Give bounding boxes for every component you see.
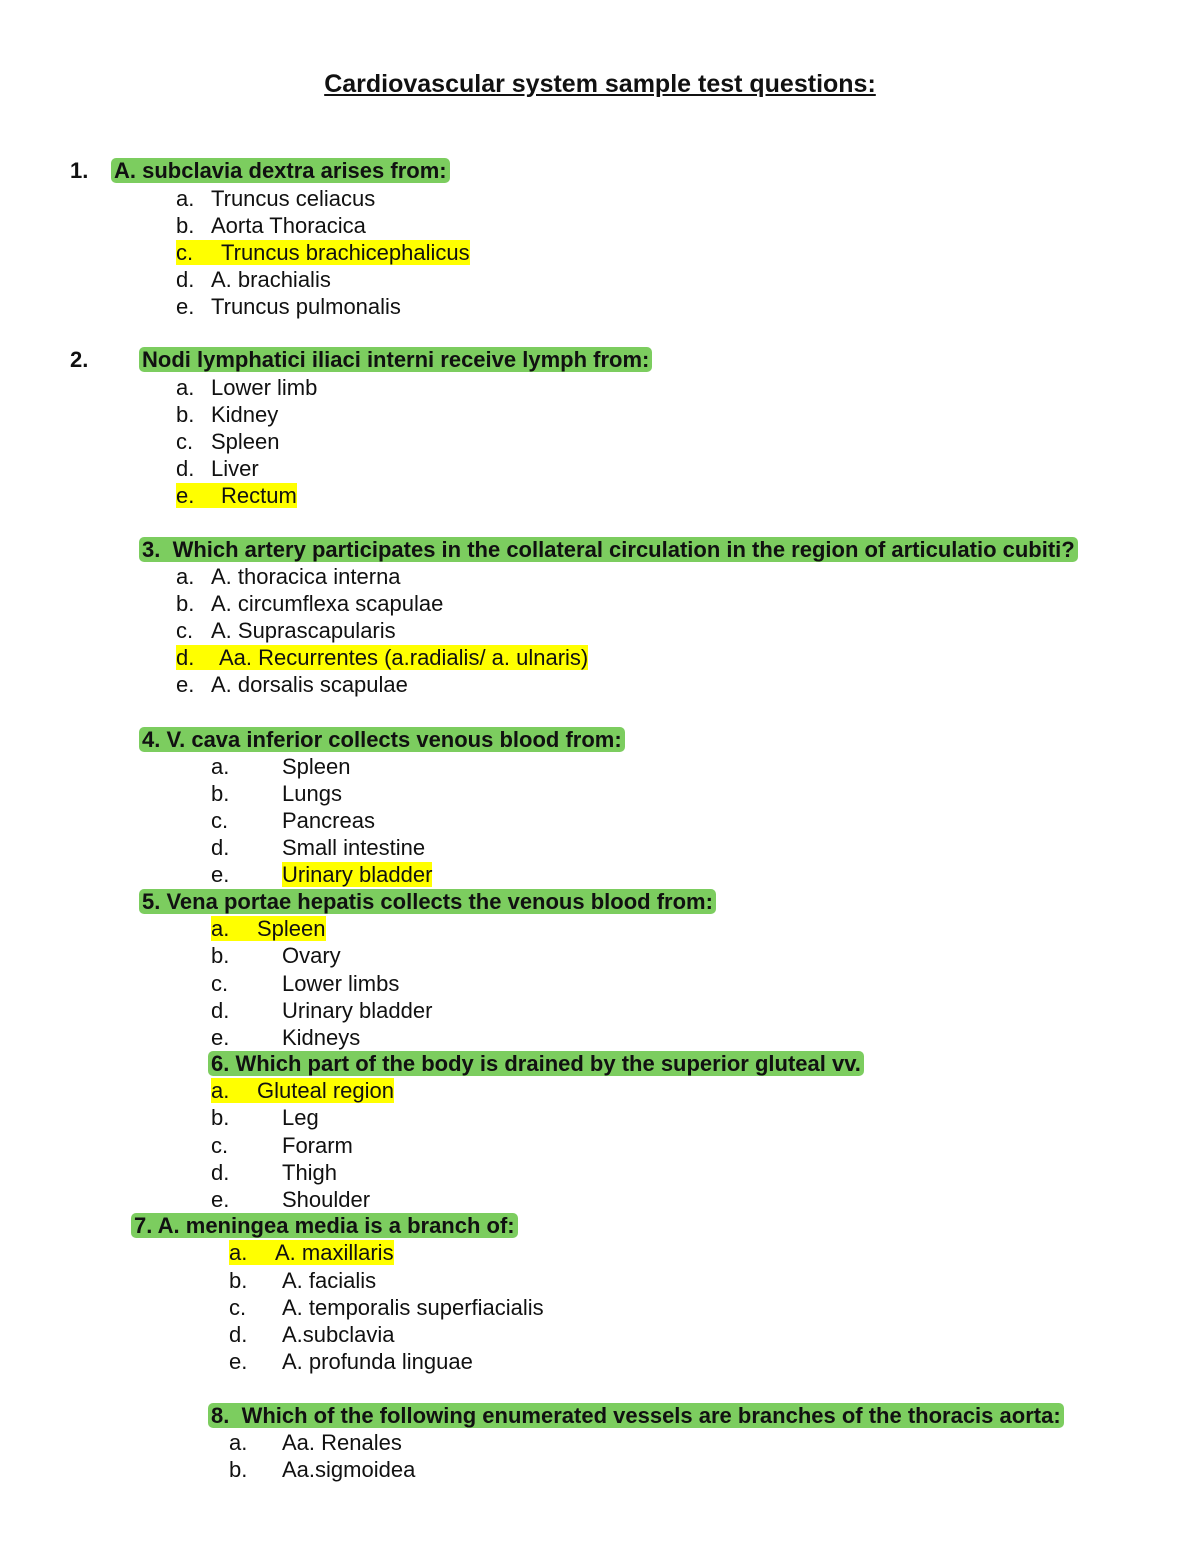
q6-option-a-answer: a. Gluteal region bbox=[211, 1078, 394, 1103]
question-1-number: 1. bbox=[70, 158, 89, 183]
q4-option-e-answer: e. Urinary bladder bbox=[211, 862, 433, 887]
question-7-text: 7. A. meningea media is a branch of: bbox=[131, 1213, 518, 1238]
q1-option-d: d. A. brachialis bbox=[176, 267, 331, 292]
q5-option-d: d. Urinary bladder bbox=[211, 998, 433, 1023]
q5-option-a-answer: a. Spleen bbox=[211, 916, 326, 941]
question-8-text: 8. Which of the following enumerated vessels are branches of the thoracis aorta: bbox=[208, 1403, 1064, 1428]
q4-option-c: c. Pancreas bbox=[211, 808, 375, 833]
q7-option-c: c. A. temporalis superfiacialis bbox=[229, 1295, 544, 1320]
q5-option-c: c. Lower limbs bbox=[211, 971, 400, 996]
q7-option-d: d. A.subclavia bbox=[229, 1322, 395, 1347]
q4-option-d: d. Small intestine bbox=[211, 835, 426, 860]
question-6-text: 6. Which part of the body is drained by the superior gluteal vv. bbox=[208, 1051, 864, 1076]
q6-option-e: e. Shoulder bbox=[211, 1187, 371, 1212]
q1-option-c-answer: c. Truncus brachicephalicus bbox=[176, 240, 470, 265]
q1-option-e: e. Truncus pulmonalis bbox=[176, 294, 401, 319]
q5-option-e: e. Kidneys bbox=[211, 1025, 361, 1050]
q3-option-a: a. A. thoracica interna bbox=[176, 564, 401, 589]
q6-option-b: b. Leg bbox=[211, 1105, 319, 1130]
q2-option-e-answer: e. Rectum bbox=[176, 483, 297, 508]
q2-option-b: b. Kidney bbox=[176, 402, 279, 427]
q1-option-a: a. Truncus celiacus bbox=[176, 186, 376, 211]
q8-option-a: a. Aa. Renales bbox=[229, 1430, 402, 1455]
q6-option-c: c. Forarm bbox=[211, 1133, 353, 1158]
page-title: Cardiovascular system sample test questions: bbox=[324, 70, 876, 98]
question-2-text: Nodi lymphatici iliaci interni receive lymph from: bbox=[139, 347, 652, 372]
q7-option-b: b. A. facialis bbox=[229, 1268, 377, 1293]
q2-option-a: a. Lower limb bbox=[176, 375, 318, 400]
q3-option-d-answer: d. Aa. Recurrentes (a.radialis/ a. ulnaris) bbox=[176, 645, 589, 670]
question-1-text: A. subclavia dextra arises from: bbox=[111, 158, 450, 183]
q6-option-d: d. Thigh bbox=[211, 1160, 338, 1185]
q4-option-a: a. Spleen bbox=[211, 754, 351, 779]
question-2-number: 2. bbox=[70, 347, 89, 372]
q3-option-c: c. A. Suprascapularis bbox=[176, 618, 396, 643]
question-3-text: 3. Which artery participates in the collateral circulation in the region of articulatio cubiti? bbox=[139, 537, 1078, 562]
q1-option-b: b. Aorta Thoracica bbox=[176, 213, 366, 238]
q7-option-a-answer: a. A. maxillaris bbox=[229, 1240, 394, 1265]
q8-option-b: b. Aa.sigmoidea bbox=[229, 1457, 416, 1482]
q3-option-b: b. A. circumflexa scapulae bbox=[176, 591, 444, 616]
q3-option-e: e. A. dorsalis scapulae bbox=[176, 672, 408, 697]
q2-option-d: d. Liver bbox=[176, 456, 259, 481]
q7-option-e: e. A. profunda linguae bbox=[229, 1349, 473, 1374]
q2-option-c: c. Spleen bbox=[176, 429, 280, 454]
question-4-text: 4. V. cava inferior collects venous blood from: bbox=[139, 727, 625, 752]
question-5-text: 5. Vena portae hepatis collects the venous blood from: bbox=[139, 889, 716, 914]
q5-option-b: b. Ovary bbox=[211, 943, 341, 968]
q4-option-b: b. Lungs bbox=[211, 781, 342, 806]
